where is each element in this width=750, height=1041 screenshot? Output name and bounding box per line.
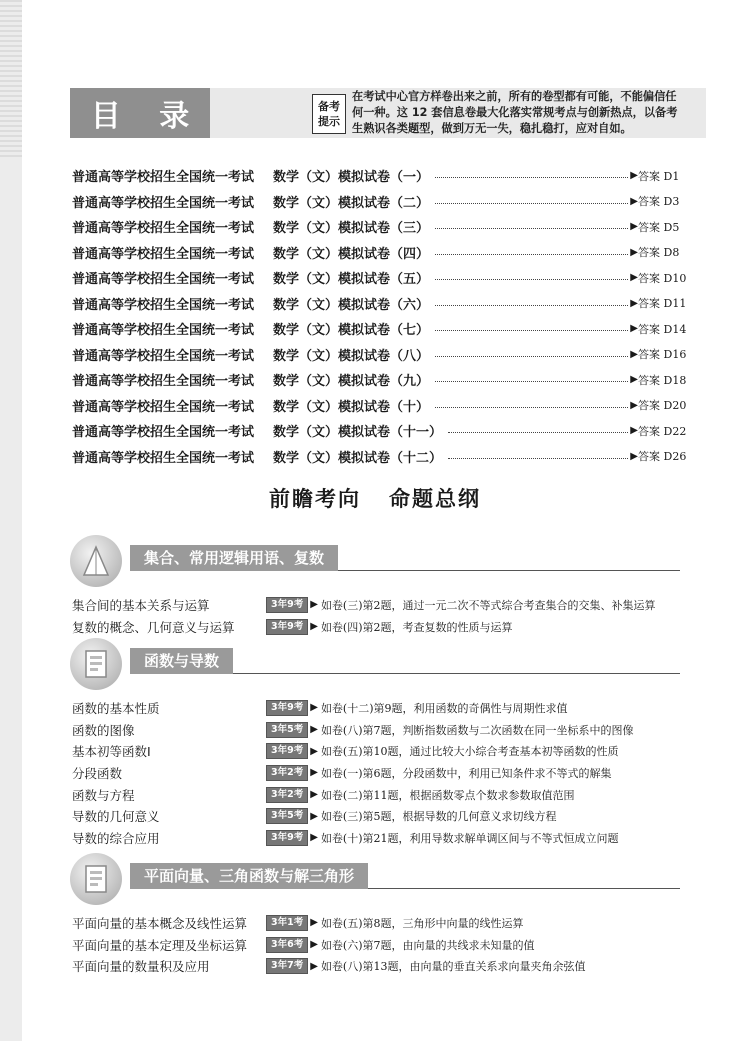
arrow-right-icon: ▶	[630, 221, 638, 233]
topic-row	[72, 805, 702, 827]
frequency-badge: 3年2考	[266, 787, 308, 803]
toc-answer-page: 答案 D1	[638, 169, 680, 183]
tip-badge	[312, 94, 346, 134]
topic-name: 集合间的基本关系与运算	[72, 597, 210, 613]
arrow-right-icon: ▶	[310, 745, 318, 757]
arrow-right-icon: ▶	[310, 939, 318, 951]
topic-row	[72, 697, 702, 719]
topic-example: 如卷(五)第10题，通过比较大小综合考查基本初等函数的性质	[320, 745, 619, 759]
frequency-badge: 3年2考	[266, 765, 308, 781]
frequency-badge: 3年9考	[266, 743, 308, 759]
toc-row[interactable]	[72, 214, 680, 240]
toc-leader-dots	[448, 432, 628, 433]
toc-row[interactable]	[72, 393, 687, 419]
toc-answer-page: 答案 D22	[638, 424, 687, 438]
toc-paper: 数学（文）模拟试卷（十）	[273, 399, 430, 415]
frequency-badge: 3年6考	[266, 937, 308, 953]
toc-exam: 普通高等学校招生全国统一考试	[72, 297, 255, 313]
page-title-box	[70, 88, 210, 138]
section-header	[70, 853, 680, 903]
toc-paper: 数学（文）模拟试卷（七）	[273, 323, 430, 339]
frequency-badge: 3年9考	[266, 830, 308, 846]
left-margin-strip	[0, 0, 22, 1041]
arrow-right-icon: ▶	[630, 374, 638, 386]
arrow-right-icon: ▶	[630, 195, 638, 207]
toc-answer-page: 答案 D20	[638, 399, 687, 413]
toc-row[interactable]	[72, 265, 687, 291]
toc-exam: 普通高等学校招生全国统一考试	[72, 195, 255, 211]
topic-row	[72, 719, 702, 741]
tip-badge-line2: 提示	[318, 115, 340, 128]
section-header	[70, 535, 680, 585]
arrow-right-icon: ▶	[310, 832, 318, 844]
toc-answer-page: 答案 D16	[638, 348, 687, 362]
toc-paper: 数学（文）模拟试卷（九）	[273, 374, 430, 390]
arrow-right-icon: ▶	[310, 960, 318, 972]
toc-paper: 数学（文）模拟试卷（五）	[273, 272, 430, 288]
toc-exam: 普通高等学校招生全国统一考试	[72, 399, 255, 415]
arrow-right-icon: ▶	[310, 621, 318, 633]
topic-example: 如卷(六)第7题，由向量的共线求未知量的值	[320, 938, 535, 952]
topic-example: 如卷(一)第6题，分段函数中，利用已知条件求不等式的解集	[320, 766, 612, 780]
arrow-right-icon: ▶	[630, 348, 638, 360]
toc-exam: 普通高等学校招生全国统一考试	[72, 348, 255, 364]
toc-leader-dots	[435, 228, 628, 229]
topic-example: 如卷(八)第7题，判断指数函数与二次函数在同一坐标系中的图像	[320, 723, 634, 737]
topic-list	[72, 697, 702, 849]
document-icon	[70, 853, 122, 905]
frequency-badge: 3年7考	[266, 958, 308, 974]
arrow-right-icon: ▶	[310, 810, 318, 822]
arrow-right-icon: ▶	[630, 425, 638, 437]
topic-row	[72, 912, 702, 934]
topic-name: 分段函数	[72, 765, 123, 781]
toc-paper: 数学（文）模拟试卷（三）	[273, 221, 430, 237]
toc-row[interactable]	[72, 444, 687, 470]
topic-example: 如卷(十)第21题，利用导数求解单调区间与不等式恒成立问题	[320, 831, 619, 845]
tip-badge-line1: 备考	[318, 100, 340, 113]
topic-name: 函数的基本性质	[72, 700, 160, 716]
heading-part1: 前瞻考向	[269, 487, 361, 511]
topic-row	[72, 934, 702, 956]
toc-answer-page: 答案 D14	[638, 322, 687, 336]
topic-name: 平面向量的基本概念及线性运算	[72, 915, 248, 931]
topic-name: 导数的几何意义	[72, 809, 160, 825]
frequency-badge: 3年5考	[266, 722, 308, 738]
arrow-right-icon: ▶	[310, 789, 318, 801]
toc-exam: 普通高等学校招生全国统一考试	[72, 374, 255, 390]
topic-example: 如卷(五)第8题，三角形中向量的线性运算	[320, 916, 524, 930]
toc-answer-page: 答案 D3	[638, 195, 680, 209]
arrow-right-icon: ▶	[630, 170, 638, 182]
topic-row	[72, 784, 702, 806]
topic-name: 函数与方程	[72, 787, 135, 803]
toc-leader-dots	[435, 330, 628, 331]
toc-paper: 数学（文）模拟试卷（六）	[273, 297, 430, 313]
topic-name: 平面向量的数量积及应用	[72, 959, 210, 975]
toc-leader-dots	[435, 305, 628, 306]
frequency-badge: 3年5考	[266, 808, 308, 824]
toc-row[interactable]	[72, 418, 687, 444]
triangle-icon	[70, 535, 122, 587]
topic-name: 基本初等函数Ⅰ	[72, 744, 151, 760]
toc-exam: 普通高等学校招生全国统一考试	[72, 323, 255, 339]
toc-leader-dots	[435, 381, 628, 382]
toc-answer-page: 答案 D18	[638, 373, 687, 387]
topic-row	[72, 616, 702, 638]
topic-example: 如卷(十二)第9题，利用函数的奇偶性与周期性求值	[320, 701, 568, 715]
topic-list	[72, 912, 702, 977]
arrow-right-icon: ▶	[630, 450, 638, 462]
topic-example: 如卷(三)第5题，根据导数的几何意义求切线方程	[320, 810, 557, 824]
toc-paper: 数学（文）模拟试卷（十二）	[273, 450, 443, 466]
toc-answer-page: 答案 D8	[638, 246, 680, 260]
topic-row	[72, 827, 702, 849]
toc-paper: 数学（文）模拟试卷（一）	[273, 170, 430, 186]
topic-name: 导数的综合应用	[72, 830, 160, 846]
toc-exam: 普通高等学校招生全国统一考试	[72, 425, 255, 441]
topic-name: 平面向量的基本定理及坐标运算	[72, 937, 248, 953]
arrow-right-icon: ▶	[310, 767, 318, 779]
toc-leader-dots	[435, 254, 628, 255]
toc-answer-page: 答案 D11	[638, 297, 687, 311]
toc-row[interactable]	[72, 163, 680, 189]
toc-leader-dots	[435, 203, 628, 204]
toc-leader-dots	[448, 458, 628, 459]
frequency-badge: 3年9考	[266, 619, 308, 635]
toc-leader-dots	[435, 177, 628, 178]
toc-answer-page: 答案 D10	[638, 271, 687, 285]
topic-example: 如卷(八)第13题，由向量的垂直关系求向量夹角余弦值	[320, 960, 586, 974]
document-icon	[70, 638, 122, 690]
arrow-right-icon: ▶	[630, 272, 638, 284]
toc-paper: 数学（文）模拟试卷（八）	[273, 348, 430, 364]
toc-exam: 普通高等学校招生全国统一考试	[72, 272, 255, 288]
topic-example: 如卷(三)第2题，通过一元二次不等式综合考查集合的交集、补集运算	[320, 598, 656, 612]
toc-row[interactable]	[72, 342, 687, 368]
arrow-right-icon: ▶	[630, 323, 638, 335]
topic-row	[72, 740, 702, 762]
frequency-badge: 3年9考	[266, 700, 308, 716]
toc-answer-page: 答案 D5	[638, 220, 680, 234]
topic-example: 如卷(四)第2题，考查复数的性质与运算	[320, 620, 513, 634]
toc-leader-dots	[435, 356, 628, 357]
toc-paper: 数学（文）模拟试卷（十一）	[273, 425, 443, 441]
toc-row[interactable]	[72, 367, 687, 393]
arrow-right-icon: ▶	[630, 297, 638, 309]
topic-name: 复数的概念、几何意义与运算	[72, 619, 235, 635]
toc-exam: 普通高等学校招生全国统一考试	[72, 221, 255, 237]
heading-part2: 命题总纲	[389, 487, 481, 511]
toc-row[interactable]	[72, 291, 687, 317]
topic-row	[72, 594, 702, 616]
frequency-badge: 3年1考	[266, 915, 308, 931]
topic-example: 如卷(二)第11题，根据函数零点个数求参数取值范围	[320, 788, 575, 802]
section-heading	[0, 483, 750, 513]
toc-row[interactable]	[72, 240, 680, 266]
topic-row	[72, 955, 702, 977]
topic-list	[72, 594, 702, 637]
toc-row[interactable]	[72, 316, 687, 342]
page-title: 目 录	[90, 99, 204, 134]
toc-leader-dots	[435, 279, 628, 280]
toc-paper: 数学（文）模拟试卷（二）	[273, 195, 430, 211]
arrow-right-icon: ▶	[310, 599, 318, 611]
section-title: 集合、常用逻辑用语、复数	[130, 545, 338, 571]
toc-exam: 普通高等学校招生全国统一考试	[72, 170, 255, 186]
arrow-right-icon: ▶	[630, 246, 638, 258]
section-title: 函数与导数	[130, 648, 233, 674]
frequency-badge: 3年9考	[266, 597, 308, 613]
topic-name: 函数的图像	[72, 722, 135, 738]
section-title: 平面向量、三角函数与解三角形	[130, 863, 368, 889]
toc-exam: 普通高等学校招生全国统一考试	[72, 450, 255, 466]
tip-text: 在考试中心官方样卷出来之前，所有的卷型都有可能，不能偏信任何一种。这 12 套信息卷最大化落实常规考点与创新热点，以备考生熟识各类题型，做到万无一失，稳扎稳打，应对自如。	[352, 90, 678, 135]
arrow-right-icon: ▶	[310, 724, 318, 736]
arrow-right-icon: ▶	[630, 399, 638, 411]
toc-leader-dots	[435, 407, 628, 408]
toc-paper: 数学（文）模拟试卷（四）	[273, 246, 430, 262]
arrow-right-icon: ▶	[310, 917, 318, 929]
toc-row[interactable]	[72, 189, 680, 215]
topic-row	[72, 762, 702, 784]
table-of-contents	[72, 163, 687, 469]
toc-answer-page: 答案 D26	[638, 450, 687, 464]
section-header	[70, 638, 680, 688]
arrow-right-icon: ▶	[310, 702, 318, 714]
toc-exam: 普通高等学校招生全国统一考试	[72, 246, 255, 262]
